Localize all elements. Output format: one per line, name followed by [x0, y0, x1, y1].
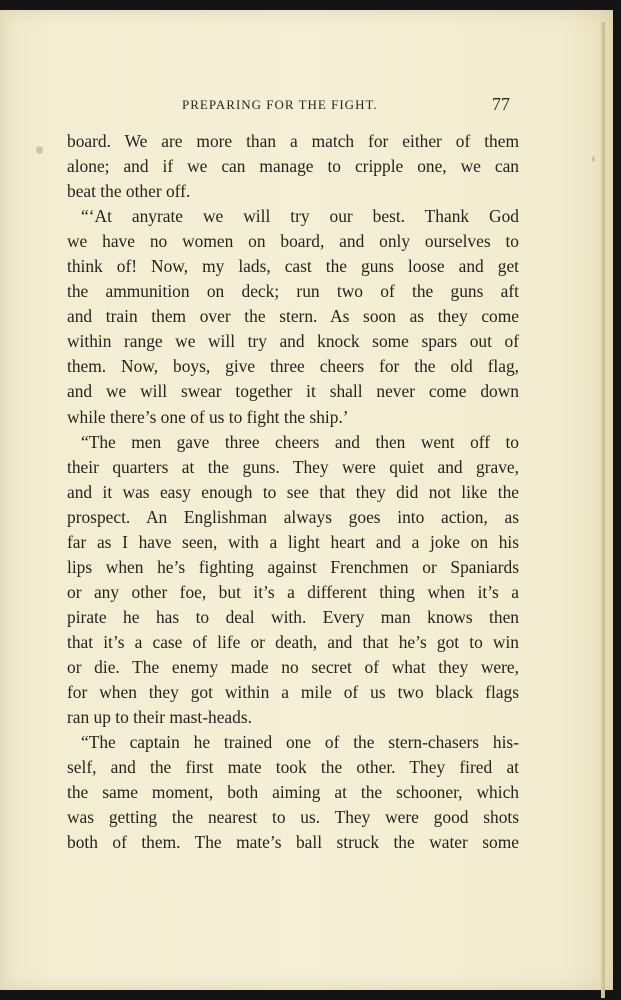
- text-line: beat the other off.: [67, 181, 191, 202]
- paper-spot: [592, 156, 595, 162]
- text-line: we have no women on board, and only ourselves to: [67, 231, 519, 252]
- text-line: for when they got within a mile of us two black flags: [67, 682, 519, 703]
- text-line: within range we will try and knock some spars out of: [67, 331, 519, 352]
- text-line: think of! Now, my lads, cast the guns loose and get: [67, 256, 519, 277]
- text-line: that it’s a case of life or death, and that he’s got to win: [67, 631, 519, 652]
- text-line: or die. The enemy made no secret of what they were,: [67, 656, 519, 677]
- text-line: while there’s one of us to fight the ship.’: [67, 406, 349, 427]
- text-line: board. We are more than a match for either of them: [67, 131, 519, 151]
- text-line: the same moment, both aiming at the schooner, which: [67, 782, 519, 803]
- text-line: both of them. The mate’s ball struck the water some: [67, 832, 519, 853]
- text-line: “The men gave three cheers and then went off to: [81, 431, 519, 452]
- text-line: prospect. An Englishman always goes into action, as: [67, 506, 519, 527]
- text-line: their quarters at the guns. They were quiet and grave,: [67, 456, 519, 477]
- text-line: and train them over the stern. As soon as they come: [67, 306, 519, 327]
- text-line: and we will swear together it shall never come down: [67, 381, 519, 402]
- paper-spot: [36, 146, 43, 154]
- text-line: far as I have seen, with a light heart and a joke on his: [67, 531, 519, 552]
- text-line: lips when he’s fighting against Frenchmen or Spaniards: [67, 556, 519, 577]
- text-line: “‘At anyrate we will try our best. Thank God: [81, 206, 519, 227]
- text-line: ran up to their mast-heads.: [67, 707, 252, 728]
- text-line: pirate he has to deal with. Every man knows then: [67, 606, 519, 627]
- text-line: or any other foe, but it’s a different thing when it’s a: [67, 581, 519, 602]
- text-line: was getting the nearest to us. They were good shots: [67, 807, 519, 828]
- page-edge: [601, 22, 605, 998]
- page-number: 77: [492, 94, 510, 114]
- body-text: [67, 129, 519, 855]
- text-line: self, and the first mate took the other. They fired at: [67, 757, 519, 778]
- running-title: PREPARING FOR THE FIGHT.: [182, 97, 378, 112]
- text-line: and it was easy enough to see that they did not like the: [67, 481, 519, 502]
- running-head: [0, 94, 621, 119]
- text-line: “The captain he trained one of the stern-chasers his-: [81, 732, 519, 753]
- text-line: them. Now, boys, give three cheers for the old flag,: [67, 356, 519, 377]
- text-line: the ammunition on deck; run two of the guns aft: [67, 281, 519, 302]
- text-line: alone; and if we can manage to cripple one, we can: [67, 156, 519, 177]
